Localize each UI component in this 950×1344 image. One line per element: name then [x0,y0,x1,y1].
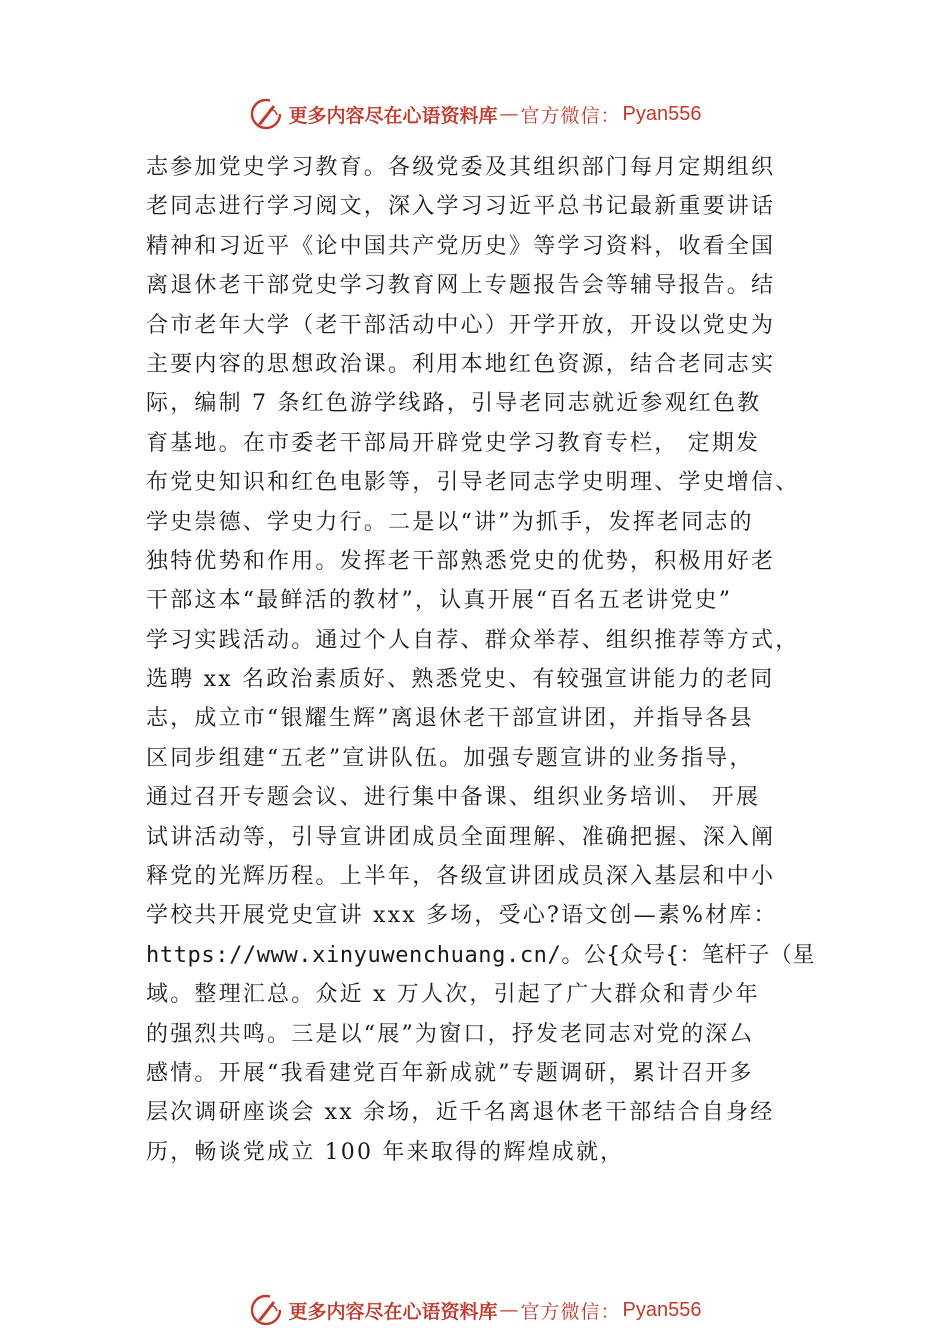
watermark-brand: 更多内容尽在心语资料库 [288,104,498,127]
body-line: 域。整理汇总。众近 x 万人次，引起了广大群众和青少年 [146,982,760,1008]
quill-logo-icon [249,97,283,131]
body-line: 选聘 xx 名政治素质好、熟悉党史、有较强宣讲能力的老同 [146,667,775,693]
body-line: 老同志进行学习阅文，深入学习习近平总书记最新重要讲话 [146,194,776,220]
body-line: 试讲活动等，引导宣讲团成员全面理解、准确把握、深入阐 [146,824,776,850]
watermark-dash: — [499,103,519,125]
watermark-wechat-id: Pyan556 [622,102,702,125]
body-line: 布党史知识和红色电影等，引导老同志学史明理、学史增信、 [146,470,800,496]
watermark-official-label: 官方微信： [520,104,621,127]
body-line: 的强烈共鸣。三是以“展”为窗口，抒发老同志对党的深厶 [146,1021,754,1047]
body-line: 感情。开展“我看建党百年新成就”专题调研，累计召开多 [146,1060,754,1086]
watermark-official-label: 官方微信： [520,1300,621,1323]
body-line: 育基地。在市委老干部局开辟党史学习教育专栏， 定期发 [146,430,761,456]
body-line: 学史崇德、学史力行。二是以“讲”为抓手，发挥老同志的 [146,509,754,535]
body-line: 层次调研座谈会 xx 余场，近千名离退休老干部结合自身经 [146,1100,775,1126]
body-line: 离退休老干部党史学习教育网上专题报告会等辅导报告。结 [146,273,776,299]
body-line: 际，编制 7 条红色游学线路，引导老同志就近参观红色教 [146,391,762,417]
watermark-brand: 更多内容尽在心语资料库 [288,1300,498,1323]
body-line: 主要内容的思想政治课。利用本地红色资源，结合老同志实 [146,351,776,377]
body-line: 释党的光辉历程。上半年，各级宣讲团成员深入基层和中小 [146,864,776,890]
document-body [146,148,826,1172]
quill-logo-icon [249,1293,283,1327]
watermark-wechat-id: Pyan556 [622,1298,702,1321]
body-line: 精神和习近平《论中国共产党历史》等学习资料，收看全国 [146,233,776,259]
body-line-url: https://www.xinyuwenchuang.cn/。公{众号{：笔杆子（星 [146,942,816,968]
body-line: 合市老年大学（老干部活动中心）开学开放，开设以党史为 [146,312,776,338]
body-line: 独特优势和作用。发挥老干部熟悉党史的优势，积极用好老 [146,548,776,574]
body-line: 学校共开展党史宣讲 xxx 多场，受心?语文创—素%材库： [146,903,778,929]
watermark-dash: — [499,1299,519,1321]
body-line: 区同步组建“五老”宣讲队伍。加强专题宣讲的业务指导， [146,745,754,771]
body-line: 志参加党史学习教育。各级党委及其组织部门每月定期组织 [146,155,776,180]
header-watermark [0,94,950,134]
footer-watermark [0,1290,950,1330]
body-line: 学习实践活动。通过个人自荐、群众举荐、组织推荐等方式， [146,627,800,653]
body-line: 志，成立市“银耀生辉”离退休老干部宣讲团，并指导各县 [146,706,754,732]
body-line: 历，畅谈党成立 100 年来取得的辉煌成就， [146,1139,625,1165]
body-line: 通过召开专题会议、进行集中备课、组织业务培训、 开展 [146,785,761,811]
body-line: 干部这本“最鲜活的教材”，认真开展“百名五老讲党史” [146,588,733,614]
